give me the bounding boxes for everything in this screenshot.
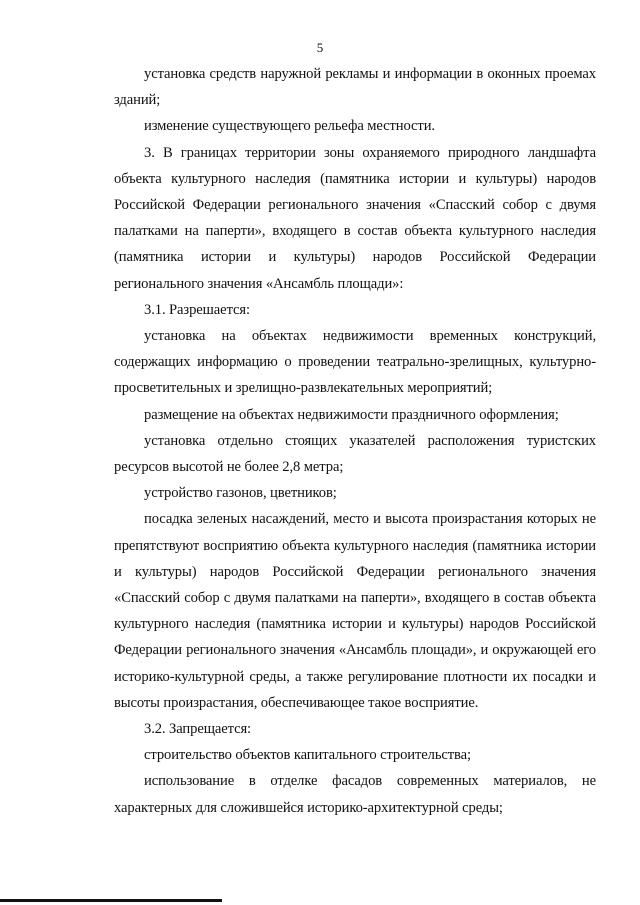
paragraph-facade-materials: использование в отделке фасадов современных материалов, не характерных для сложившейся историко-архитектурной среды; xyxy=(114,773,596,816)
paragraph-outdoor-advertising: установка средств наружной рекламы и информации в оконных проемах зданий; xyxy=(114,66,596,109)
document-body xyxy=(114,61,596,821)
paragraph-section-3: 3. В границах территории зоны охраняемого природного ландшафта объекта культурного наследия (памятника истории и культуры) народов Российской Федерации регионального значения «Спасский собор с двумя палатками на паперти», входящего в состав объекта культурного наследия (памятника истории и культуры) народов Российской Федерации регионального значения «Ансамбль площади»: xyxy=(114,144,596,292)
paragraph-lawns: устройство газонов, цветников; xyxy=(144,485,337,502)
paragraph-capital-construction: строительство объектов капитального строительства; xyxy=(144,747,471,764)
paragraph-tourist-signs: установка отдельно стоящих указателей расположения туристских ресурсов высотой не более 2,8 метра; xyxy=(114,432,596,476)
paragraph-temporary-structures: установка на объектах недвижимости временных конструкций, содержащих информацию о проведении театрально-зрелищных, культурно-просветительных и зрелищно-развлекательных мероприятий; xyxy=(114,328,596,397)
heading-3-2-prohibited: 3.2. Запрещается: xyxy=(144,721,252,738)
paragraph-festive-decoration: размещение на объектах недвижимости праздничного оформления; xyxy=(144,406,559,423)
paragraph-relief-change: изменение существующего рельефа местности. xyxy=(144,118,435,135)
bottom-rule xyxy=(0,899,222,902)
page-number: 5 xyxy=(316,40,324,55)
heading-3-1-allowed: 3.1. Разрешается: xyxy=(144,301,250,318)
paragraph-green-planting: посадка зеленых насаждений, место и высота произрастания которых не препятствуют восприятию объекта культурного наследия (памятника истории и культуры) народов Российской Федерации регионального значения «Спасский собор с двумя палатками на паперти», входящего в состав объекта культурного наследия (памятника истории и культуры) народов Российской Федерации регионального значения «Ансамбль площади», и окружающей его историко-культурной среды, а также регулирование плотности их посадки и высоты произрастания, обеспечивающее такое восприятие. xyxy=(114,511,596,711)
